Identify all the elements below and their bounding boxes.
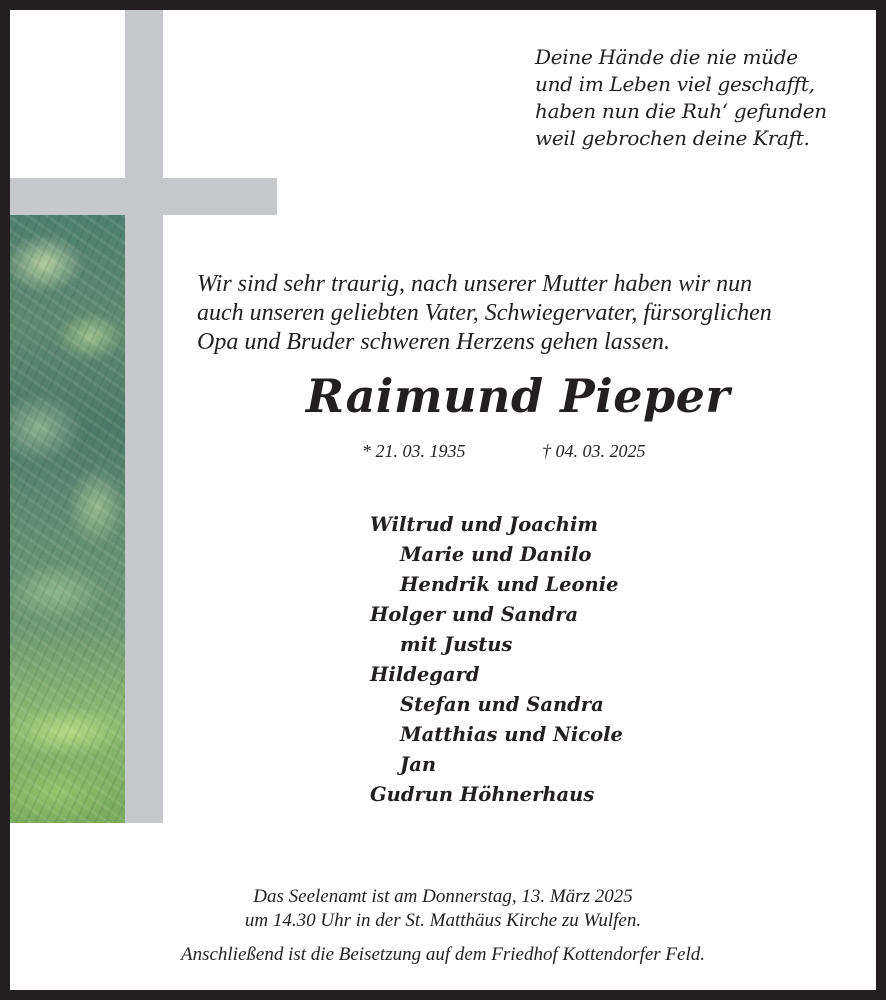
deceased-name: Raimund Pieper — [305, 369, 731, 423]
mourner-entry: Hildegard — [370, 663, 480, 686]
mourner-entry: Marie und Danilo — [400, 543, 592, 566]
intro-line: Opa und Bruder schweren Herzens gehen lassen. — [197, 329, 671, 355]
mourner-entry: Gudrun Höhnerhaus — [370, 783, 595, 806]
mourner-entry: Holger und Sandra — [370, 603, 579, 626]
burial-line: Anschließend ist die Beisetzung auf dem Friedhof Kottendorfer Feld. — [181, 944, 705, 965]
forest-path-image — [10, 215, 125, 823]
mourner-entry: mit Justus — [400, 633, 513, 656]
service-line: Das Seelenamt ist am Donnerstag, 13. März 2025 — [253, 886, 633, 907]
service-details — [10, 885, 876, 967]
memorial-verse — [535, 44, 827, 152]
mourner-entry: Stefan und Sandra — [400, 693, 604, 716]
mourners-list — [370, 510, 623, 810]
intro-line: Wir sind sehr traurig, nach unserer Mutter haben wir nun — [197, 271, 753, 297]
cross-icon-horizontal-bar — [10, 178, 277, 215]
verse-line: und im Leben viel geschafft, — [535, 72, 815, 96]
intro-text — [197, 270, 772, 357]
mourner-entry: Hendrik und Leonie — [400, 573, 619, 596]
intro-line: auch unseren geliebten Vater, Schwiegervater, fürsorglichen — [197, 300, 772, 326]
verse-line: haben nun die Ruh‘ gefunden — [535, 99, 827, 123]
verse-line: weil gebrochen deine Kraft. — [535, 126, 810, 150]
obituary-notice — [10, 10, 876, 990]
death-date: † 04. 03. 2025 — [542, 441, 646, 461]
verse-line: Deine Hände die nie müde — [535, 45, 798, 69]
mourner-entry: Matthias und Nicole — [400, 723, 623, 746]
service-line: um 14.30 Uhr in der St. Matthäus Kirche zu Wulfen. — [244, 910, 642, 931]
mourner-entry: Jan — [400, 753, 437, 776]
mourner-entry: Wiltrud und Joachim — [370, 513, 598, 536]
birth-date: * 21. 03. 1935 — [362, 441, 466, 461]
